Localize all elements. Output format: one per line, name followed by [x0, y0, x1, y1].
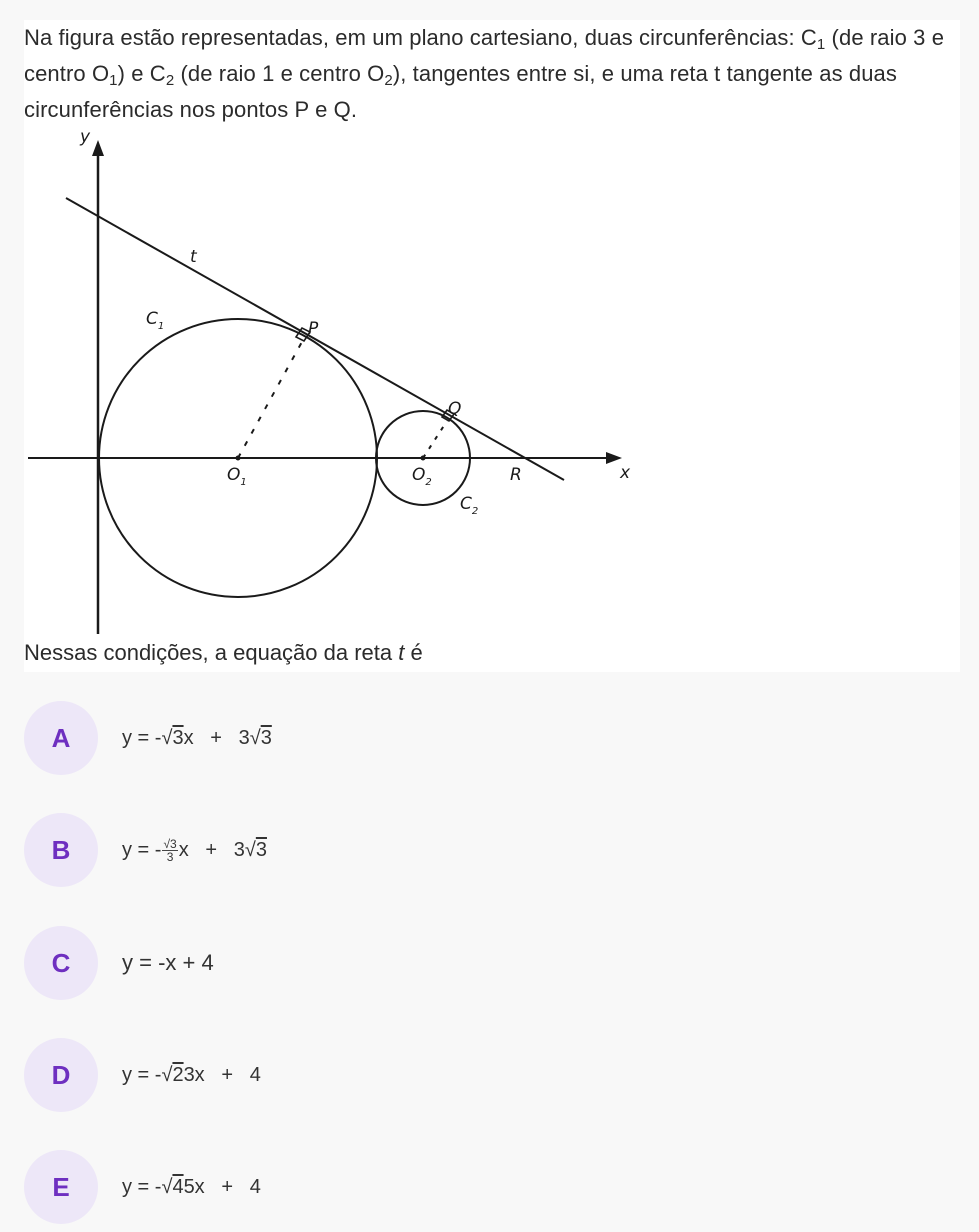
center-o2-label: $O_2$ — [412, 465, 432, 488]
option-letter-e[interactable]: E — [24, 1150, 98, 1224]
fraction: $\frac{√3}{3}$ — [163, 837, 177, 865]
option-letter-b[interactable]: B — [24, 813, 98, 887]
center-o2-point — [421, 456, 426, 461]
option-formula-e: y = -√45x + 4 — [122, 1176, 261, 1198]
question-statement: Na figura estão representadas, em um plano cartesiano, duas circunferências: $C_1$ (de raio 3 e centro $O_1$) e $C_2$ (de raio 1 e centro $O_2$), tangentes entre si, e uma reta t tangente as duas circunferências nos pontos P e Q. — [24, 25, 945, 122]
option-a[interactable] — [24, 701, 960, 775]
option-d[interactable] — [24, 1038, 960, 1112]
question-card — [24, 20, 960, 672]
x-axis-label: x — [620, 463, 631, 483]
y-axis-label: y — [80, 127, 91, 147]
point-q-label: Q — [448, 399, 462, 419]
option-e[interactable] — [24, 1150, 960, 1224]
option-formula-b: y = - $\frac{√3}{3}$ x + 3√3 — [122, 837, 267, 865]
point-r-label: R — [510, 465, 522, 485]
option-letter-d[interactable]: D — [24, 1038, 98, 1112]
center-o1-label: $O_1$ — [227, 465, 247, 488]
circle-c1-label: $C_1$ — [146, 309, 165, 332]
point-p-label: P — [308, 319, 319, 339]
tangent-line-t — [66, 198, 564, 480]
line-t-label: t — [190, 247, 197, 267]
radius-o1-p — [238, 340, 303, 458]
circle-c2-label: $C_2$ — [460, 494, 479, 517]
option-letter-a[interactable]: A — [24, 701, 98, 775]
option-formula-d: y = -√23x + 4 — [122, 1064, 261, 1086]
question-prompt: Nessas condições, a equação da reta t é — [24, 640, 423, 665]
center-o1-point — [236, 456, 241, 461]
option-formula-a: y = -√3x + 3√3 — [122, 727, 272, 749]
option-formula-c: y = -x + 4 — [122, 950, 214, 975]
option-b[interactable] — [24, 813, 960, 887]
geometry-figure — [24, 124, 644, 634]
option-c[interactable] — [24, 926, 960, 1000]
option-letter-c[interactable]: C — [24, 926, 98, 1000]
radius-o2-q — [423, 421, 447, 458]
y-axis-arrow — [92, 140, 104, 156]
